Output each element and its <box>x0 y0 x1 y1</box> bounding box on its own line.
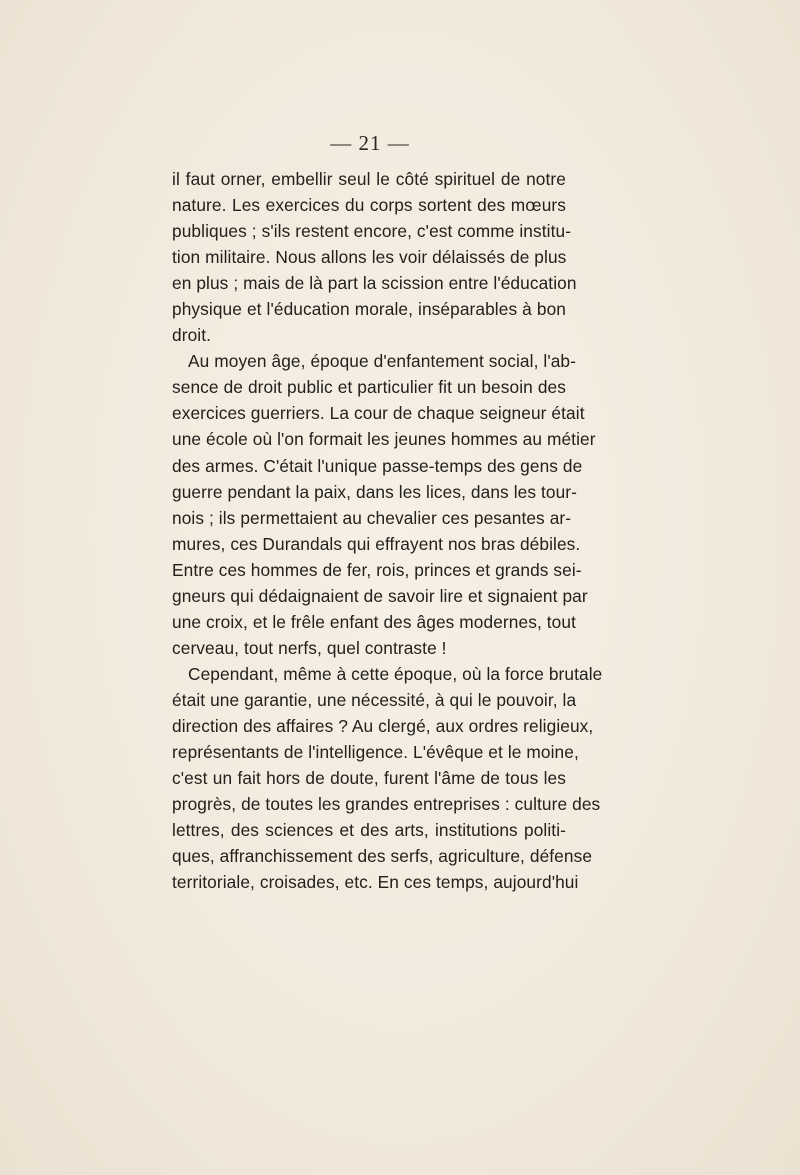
text-line: nois ; ils permettaient au chevalier ces pesantes ar- <box>172 507 572 528</box>
text-line: représentants de l'intelligence. L'évêque et le moine, <box>172 742 579 763</box>
text-line: nature. Les exercices du corps sortent des mœurs <box>172 195 566 216</box>
text-line: une école où l'on formait les jeunes hommes au métier <box>172 429 596 450</box>
text-line: direction des affaires ? Au clergé, aux ordres religieux, <box>172 715 594 736</box>
text-line: en plus ; mais de là part la scission entre l'éducation <box>172 273 577 294</box>
text-line: Entre ces hommes de fer, rois, princes et grands sei- <box>172 559 582 580</box>
text-line: des armes. C'était l'unique passe-temps des gens de <box>172 455 583 476</box>
text-line: une croix, et le frêle enfant des âges modernes, tout <box>172 611 576 632</box>
text-line: guerre pendant la paix, dans les lices, dans les tour- <box>172 481 578 502</box>
text-line: ques, affranchissement des serfs, agriculture, défense <box>172 846 593 867</box>
text-line: il faut orner, embellir seul le côté spirituel de notre <box>172 169 566 189</box>
text-line: était une garantie, une nécessité, à qui le pouvoir, la <box>172 689 577 710</box>
text-line: physique et l'éducation morale, inséparables à bon <box>172 299 566 320</box>
text-line: lettres, des sciences et des arts, institutions politi- <box>172 820 566 841</box>
text-line: cerveau, tout nerfs, quel contraste ! <box>172 637 447 658</box>
text-line: tion militaire. Nous allons les voir délaissés de plus <box>172 247 567 268</box>
text-line: mures, ces Durandals qui effrayent nos bras débiles. <box>172 533 581 554</box>
text-line: Cependant, même à cette époque, où la force brutale <box>188 663 603 684</box>
page-number: — 21 — <box>330 131 410 155</box>
text-line: publiques ; s'ils restent encore, c'est comme institu- <box>172 221 572 242</box>
text-line: c'est un fait hors de doute, furent l'âme de tous les <box>172 768 566 789</box>
text-line: sence de droit public et particulier fit un besoin des <box>172 377 566 398</box>
text-line: droit. <box>172 325 212 346</box>
body-text <box>172 166 603 895</box>
text-line: Au moyen âge, époque d'enfantement social, l'ab- <box>188 351 576 372</box>
text-line: exercices guerriers. La cour de chaque seigneur était <box>172 403 585 424</box>
text-line: gneurs qui dédaignaient de savoir lire et signaient par <box>172 585 588 606</box>
text-line: territoriale, croisades, etc. En ces temps, aujourd'hui <box>172 872 579 893</box>
text-line: progrès, de toutes les grandes entreprises : culture des <box>172 794 601 815</box>
